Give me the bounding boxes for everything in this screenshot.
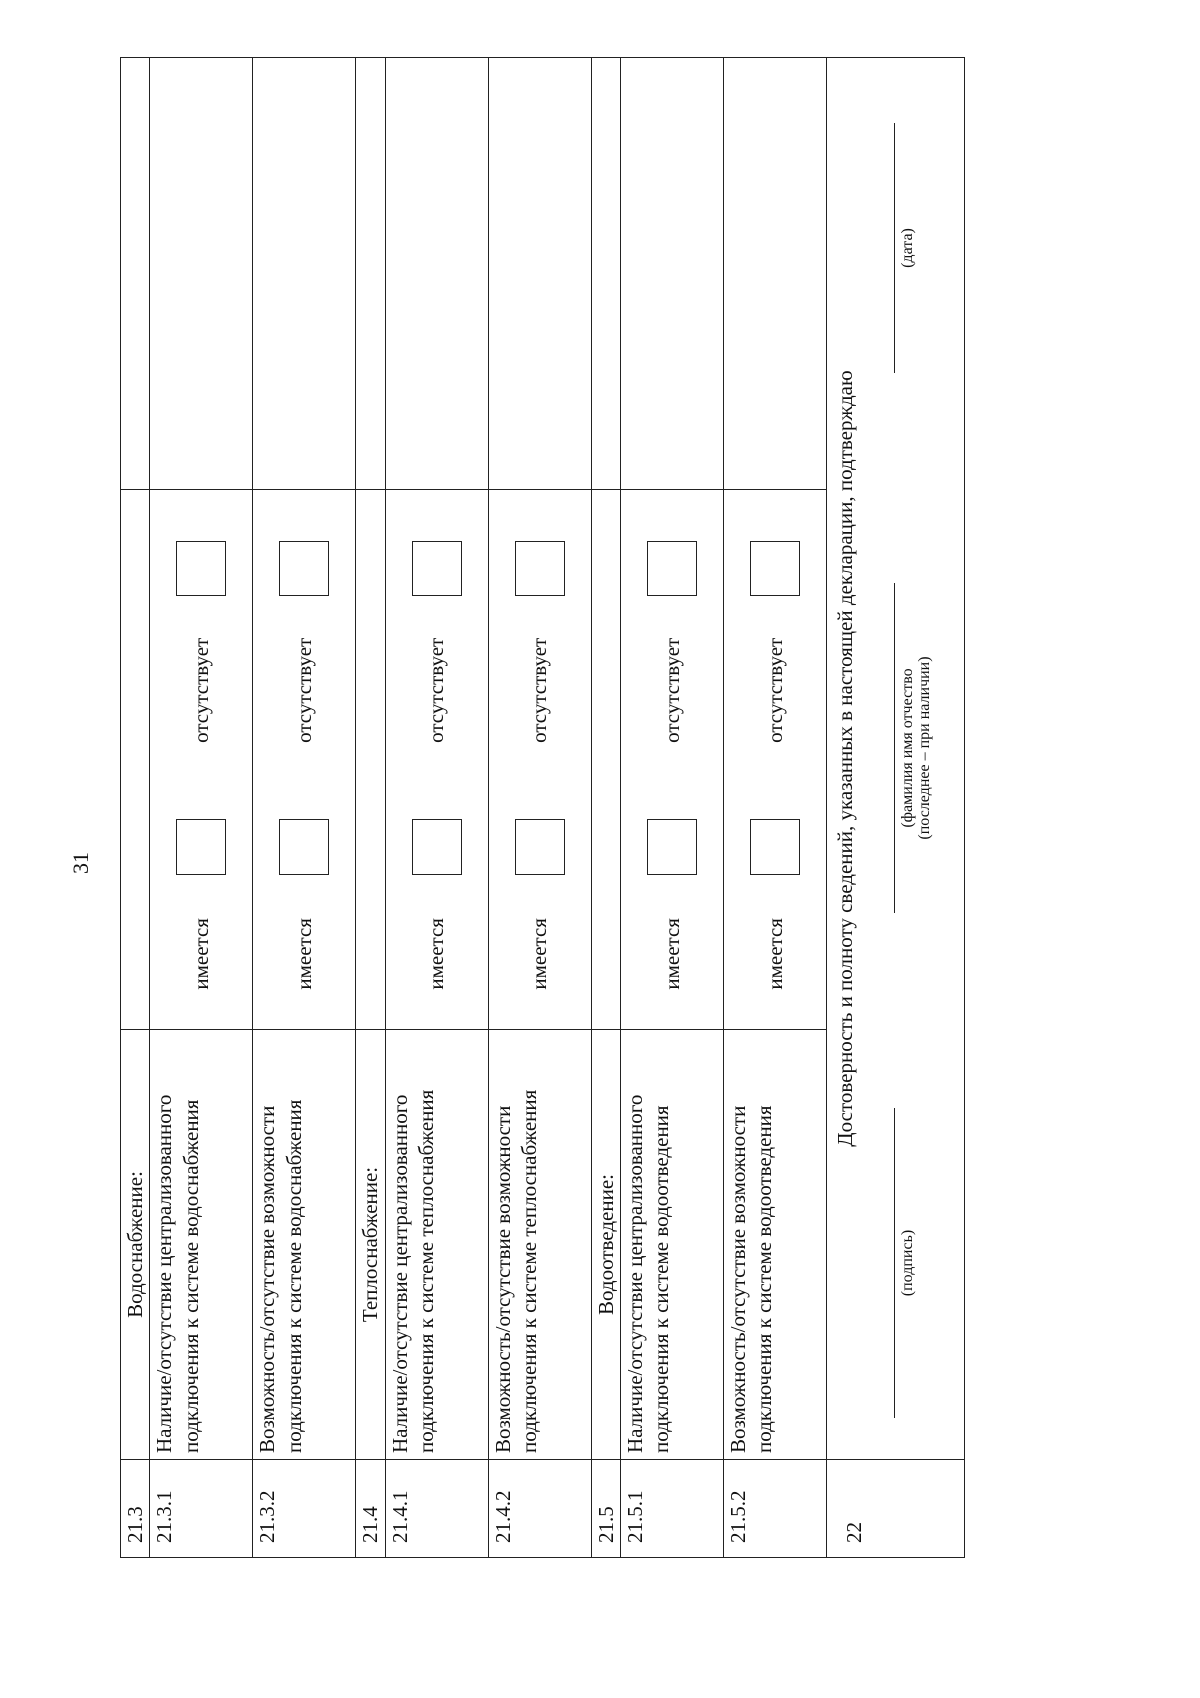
date-caption: (дата) bbox=[898, 228, 916, 268]
section-row-water-disposal bbox=[591, 58, 620, 1558]
option-absent-label: отсутствует bbox=[527, 637, 552, 743]
table-row bbox=[488, 58, 591, 1558]
row-number: 21.3.1 bbox=[150, 1460, 253, 1558]
empty-cell bbox=[488, 58, 591, 490]
options-cell bbox=[385, 490, 488, 1030]
options-cell bbox=[620, 490, 723, 1030]
confirmation-cell bbox=[826, 58, 964, 1460]
option-present-label: имеется bbox=[659, 918, 684, 990]
option-absent-checkbox[interactable] bbox=[412, 541, 462, 596]
option-present-checkbox[interactable] bbox=[176, 819, 226, 874]
row-label: Возможность/отсутствие возможности подключения к системе водоснабжения bbox=[253, 1030, 356, 1460]
section-title: Водоснабжение: bbox=[121, 1030, 150, 1460]
full-name-field[interactable] bbox=[874, 583, 934, 913]
row-number: 21.4.2 bbox=[488, 1460, 591, 1558]
option-present-label: имеется bbox=[762, 918, 787, 990]
signature-line bbox=[894, 1108, 895, 1418]
empty-cell bbox=[591, 490, 620, 1030]
row-label: Наличие/отсутствие централизованного подключения к системе водоснабжения bbox=[150, 1030, 253, 1460]
section-row-water-supply bbox=[121, 58, 150, 1558]
options-cell bbox=[723, 490, 826, 1030]
option-present-label: имеется bbox=[527, 918, 552, 990]
option-present-checkbox[interactable] bbox=[647, 819, 697, 874]
date-field[interactable] bbox=[874, 123, 917, 373]
row-label: Наличие/отсутствие централизованного подключения к системе водоотведения bbox=[620, 1030, 723, 1460]
row-number: 21.4.1 bbox=[385, 1460, 488, 1558]
empty-cell bbox=[356, 490, 385, 1030]
options-cell bbox=[253, 490, 356, 1030]
option-absent-checkbox[interactable] bbox=[176, 541, 226, 596]
option-absent-checkbox[interactable] bbox=[750, 541, 800, 596]
row-number: 21.5.2 bbox=[723, 1460, 826, 1558]
signature-field[interactable] bbox=[874, 1108, 917, 1418]
options-cell bbox=[488, 490, 591, 1030]
empty-cell bbox=[150, 58, 253, 490]
options-cell bbox=[150, 490, 253, 1030]
row-number: 21.5 bbox=[591, 1460, 620, 1558]
option-absent-checkbox[interactable] bbox=[647, 541, 697, 596]
section-title: Теплоснабжение: bbox=[356, 1030, 385, 1460]
option-absent-label: отсутствует bbox=[424, 637, 449, 743]
option-present-checkbox[interactable] bbox=[412, 819, 462, 874]
full-name-line bbox=[894, 583, 895, 913]
section-title: Водоотведение: bbox=[591, 1030, 620, 1460]
signature-caption: (подпись) bbox=[898, 1229, 916, 1297]
row-number: 21.5.1 bbox=[620, 1460, 723, 1558]
option-absent-label: отсутствует bbox=[762, 637, 787, 743]
empty-cell bbox=[591, 58, 620, 490]
section-row-heat-supply bbox=[356, 58, 385, 1558]
date-line bbox=[894, 123, 895, 373]
page-number: 31 bbox=[68, 852, 93, 874]
full-name-caption-note: (последнее – при наличии) bbox=[916, 656, 934, 840]
option-absent-label: отсутствует bbox=[292, 637, 317, 743]
empty-cell bbox=[253, 58, 356, 490]
option-present-checkbox[interactable] bbox=[515, 819, 565, 874]
row-number: 21.4 bbox=[356, 1460, 385, 1558]
row-number: 21.3 bbox=[121, 1460, 150, 1558]
option-present-checkbox[interactable] bbox=[750, 819, 800, 874]
option-present-label: имеется bbox=[292, 918, 317, 990]
row-number: 21.3.2 bbox=[253, 1460, 356, 1558]
table-row bbox=[253, 58, 356, 1558]
option-absent-label: отсутствует bbox=[659, 637, 684, 743]
table-row bbox=[385, 58, 488, 1558]
option-present-label: имеется bbox=[189, 918, 214, 990]
option-present-checkbox[interactable] bbox=[279, 819, 329, 874]
row-label: Наличие/отсутствие централизованного подключения к системе теплоснабжения bbox=[385, 1030, 488, 1460]
option-absent-checkbox[interactable] bbox=[515, 541, 565, 596]
declaration-table-sheet bbox=[120, 58, 970, 1558]
empty-cell bbox=[620, 58, 723, 490]
confirmation-text: Достоверность и полноту сведений, указанных в настоящей декларации, подтверждаю bbox=[832, 370, 857, 1147]
confirmation-row bbox=[826, 58, 964, 1558]
table-row bbox=[620, 58, 723, 1558]
row-label: Возможность/отсутствие возможности подключения к системе водоотведения bbox=[723, 1030, 826, 1460]
row-number: 22 bbox=[826, 1460, 964, 1558]
option-absent-checkbox[interactable] bbox=[279, 541, 329, 596]
table-row bbox=[723, 58, 826, 1558]
table-row bbox=[150, 58, 253, 1558]
option-present-label: имеется bbox=[424, 918, 449, 990]
empty-cell bbox=[723, 58, 826, 490]
empty-cell bbox=[356, 58, 385, 490]
empty-cell bbox=[385, 58, 488, 490]
full-name-caption: (фамилия имя отчество bbox=[898, 668, 916, 828]
empty-cell bbox=[121, 490, 150, 1030]
empty-cell bbox=[121, 58, 150, 490]
declaration-table bbox=[120, 57, 965, 1558]
row-label: Возможность/отсутствие возможности подключения к системе теплоснабжения bbox=[488, 1030, 591, 1460]
option-absent-label: отсутствует bbox=[189, 637, 214, 743]
